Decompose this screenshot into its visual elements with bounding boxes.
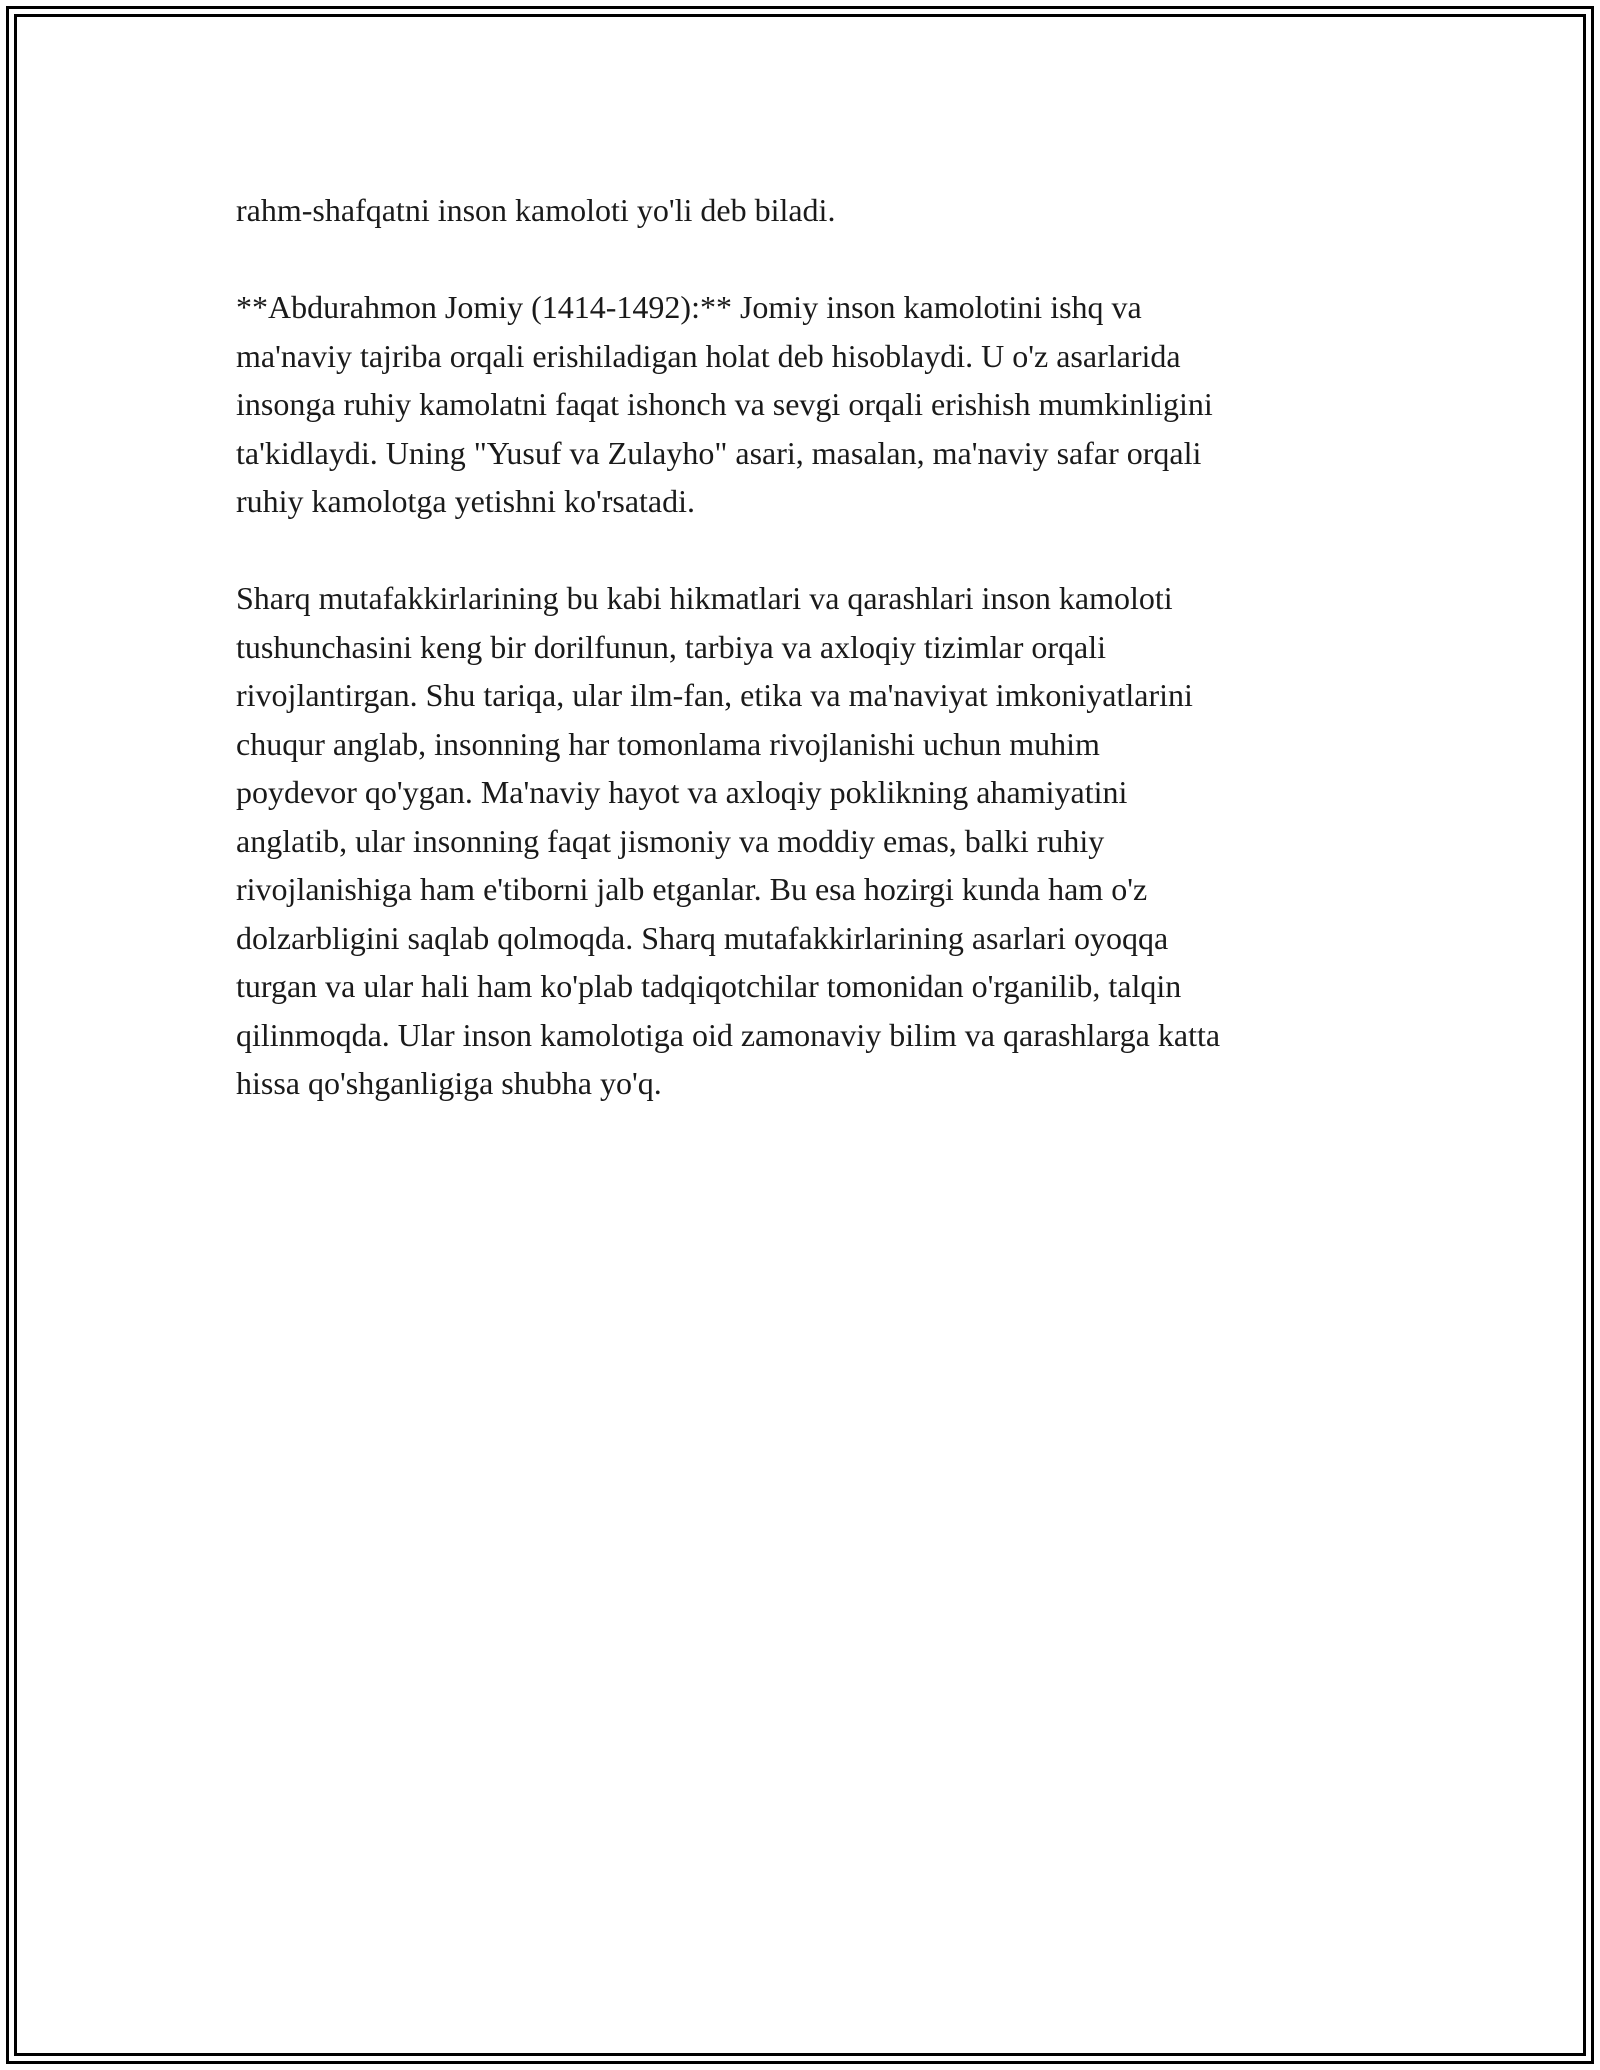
paragraph-conclusion: Sharq mutafakkirlarining bu kabi hikmatlari va qarashlari inson kamoloti tushunchasini keng bir dorilfunun, tarbiya va axloqiy tizimlar orqali rivojlantirgan. Shu tariqa, ular ilm-fan, etika va ma'naviyat imkoniyatlarini chuqur anglab, insonning har tomonlama rivojlanishi uchun muhim poydevor qo'ygan. Ma'naviy hayot va axloqiy poklikning ahamiyatini anglatib, ular insonning faqat jismoniy va moddiy emas, balki ruhiy rivojlanishiga ham e'tiborni jalb etganlar. Bu esa hozirgi kunda ham o'z dolzarbligini saqlab qolmoqda. Sharq mutafakkirlarining asarlari oyoqqa turgan va ular hali ham ko'plab tadqiqotchilar tomonidan o'rganilib, talqin qilinmoqda. Ular inson kamolotiga oid zamonaviy bilim va qarashlarga katta hissa qo'shganligiga shubha yo'q.	[236, 580, 1221, 1101]
paragraph-jomiy: **Abdurahmon Jomiy (1414-1492):** Jomiy inson kamolotini ishq va ma'naviy tajriba orqali erishiladigan holat deb hisoblaydi. U o'z asarlarida insonga ruhiy kamolatni faqat ishonch va sevgi orqali erishish mumkinligini ta'kidlaydi. Uning "Yusuf va Zulayho" asari, masalan, ma'naviy safar orqali ruhiy kamolotga yetishni ko'rsatadi.	[236, 289, 1213, 519]
paragraph-continuation: rahm-shafqatni inson kamoloti yo'li deb biladi.	[236, 192, 836, 228]
document-body	[236, 186, 1406, 1108]
